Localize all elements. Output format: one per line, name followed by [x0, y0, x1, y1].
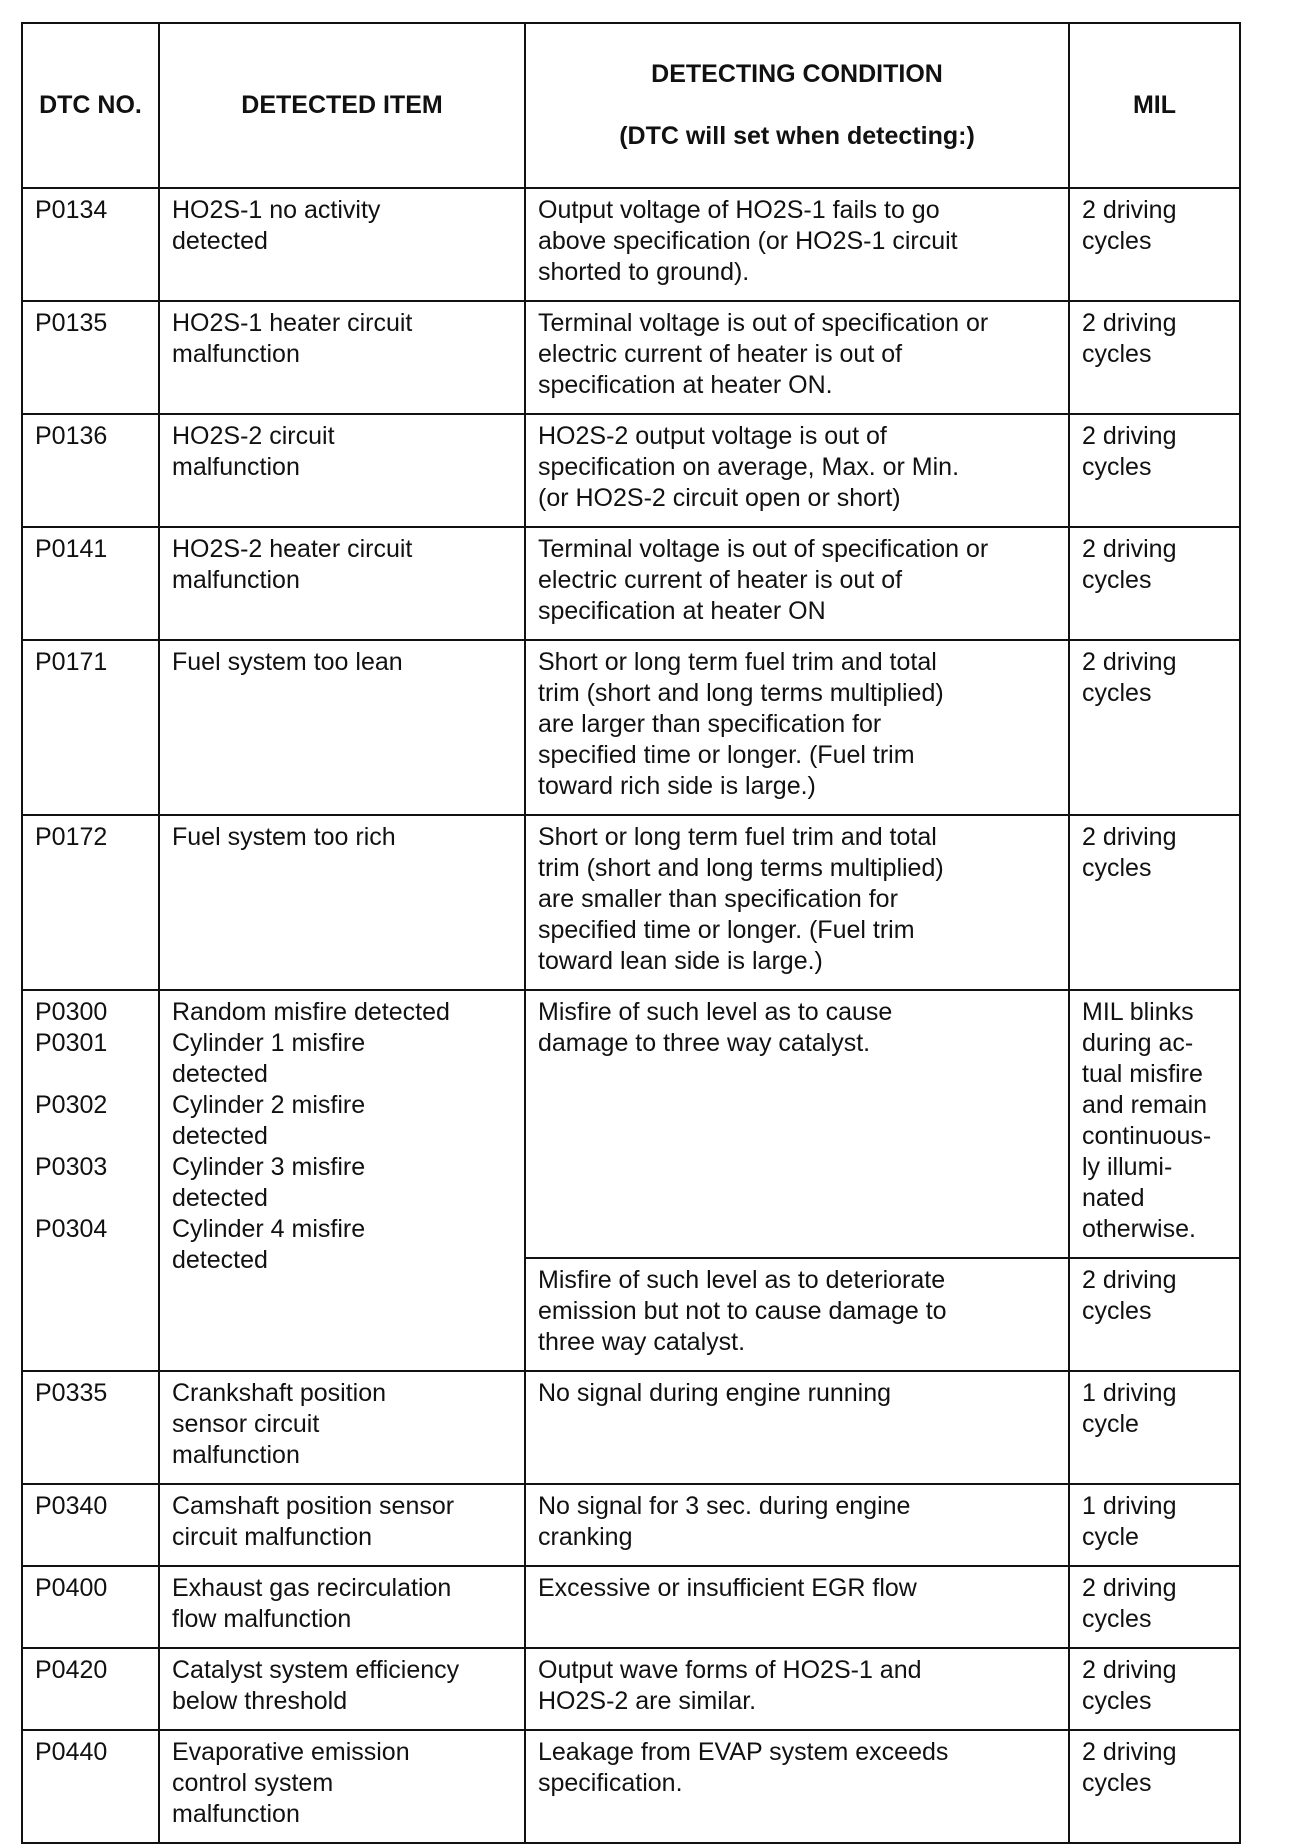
cell-dtc: P0172 — [22, 815, 159, 990]
table-row — [22, 1730, 1240, 1843]
cell-mil: 2 driving cycles — [1069, 815, 1240, 990]
cell-mil: 2 driving cycles — [1069, 301, 1240, 414]
table-row — [22, 1484, 1240, 1566]
header-mil: MIL — [1069, 23, 1240, 188]
cell-mil: 2 driving cycles — [1069, 1730, 1240, 1843]
cell-dtc: P0335 — [22, 1371, 159, 1484]
cell-item: HO2S-1 heater circuit malfunction — [159, 301, 525, 414]
cell-item: Catalyst system efficiency below threshold — [159, 1648, 525, 1730]
cell-condition: Output voltage of HO2S-1 fails to go above specification (or HO2S-1 circuit shorted to ground). — [525, 188, 1069, 301]
cell-condition-misfire-emission: Misfire of such level as to deteriorate emission but not to cause damage to three way catalyst. — [525, 1258, 1069, 1371]
cell-mil: 2 driving cycles — [1069, 188, 1240, 301]
cell-item: HO2S-1 no activity detected — [159, 188, 525, 301]
table-row — [22, 1648, 1240, 1730]
cell-dtc: P0440 — [22, 1730, 159, 1843]
cell-item-misfire: Random misfire detected Cylinder 1 misfire detected Cylinder 2 misfire detected Cylinder 3 misfire detected Cylinder 4 misfire detected — [159, 990, 525, 1371]
header-detected-item: DETECTED ITEM — [159, 23, 525, 188]
cell-mil: 2 driving cycles — [1069, 1648, 1240, 1730]
table-row-misfire — [22, 990, 1240, 1258]
cell-dtc: P0171 — [22, 640, 159, 815]
table-row — [22, 301, 1240, 414]
header-dtc-no: DTC NO. — [22, 23, 159, 188]
header-row — [22, 23, 1240, 188]
cell-condition: Output wave forms of HO2S-1 and HO2S-2 are similar. — [525, 1648, 1069, 1730]
cell-item: Crankshaft position sensor circuit malfunction — [159, 1371, 525, 1484]
table-body — [22, 188, 1240, 1843]
cell-dtc: P0420 — [22, 1648, 159, 1730]
cell-mil: 2 driving cycles — [1069, 414, 1240, 527]
cell-mil: 2 driving cycles — [1069, 1566, 1240, 1648]
cell-dtc: P0141 — [22, 527, 159, 640]
dtc-table — [21, 22, 1241, 1844]
cell-dtc: P0400 — [22, 1566, 159, 1648]
cell-condition: Leakage from EVAP system exceeds specification. — [525, 1730, 1069, 1843]
cell-dtc: P0136 — [22, 414, 159, 527]
table-row — [22, 188, 1240, 301]
cell-item: Evaporative emission control system malfunction — [159, 1730, 525, 1843]
header-detecting-condition-note: (DTC will set when detecting:) — [619, 122, 975, 150]
table-row — [22, 640, 1240, 815]
header-detecting-condition — [525, 23, 1069, 188]
table-row — [22, 414, 1240, 527]
table-row — [22, 1566, 1240, 1648]
cell-item: Camshaft position sensor circuit malfunction — [159, 1484, 525, 1566]
table-header — [22, 23, 1240, 188]
cell-item: HO2S-2 heater circuit malfunction — [159, 527, 525, 640]
cell-item: Fuel system too lean — [159, 640, 525, 815]
cell-condition: Terminal voltage is out of specification or electric current of heater is out of specification at heater ON. — [525, 301, 1069, 414]
table-row — [22, 815, 1240, 990]
cell-mil: 2 driving cycles — [1069, 640, 1240, 815]
table-row — [22, 1371, 1240, 1484]
cell-mil-misfire-emission: 2 driving cycles — [1069, 1258, 1240, 1371]
cell-mil: 1 driving cycle — [1069, 1371, 1240, 1484]
cell-mil-misfire-blink: MIL blinks during ac- tual misfire and remain continuous- ly illumi- nated otherwise. — [1069, 990, 1240, 1258]
cell-dtc: P0340 — [22, 1484, 159, 1566]
cell-dtc: P0135 — [22, 301, 159, 414]
cell-condition: Terminal voltage is out of specification or electric current of heater is out of specification at heater ON — [525, 527, 1069, 640]
cell-dtc-misfire: P0300 P0301 P0302 P0303 P0304 — [22, 990, 159, 1371]
cell-dtc: P0134 — [22, 188, 159, 301]
cell-item: Exhaust gas recirculation flow malfunction — [159, 1566, 525, 1648]
cell-item: Fuel system too rich — [159, 815, 525, 990]
cell-mil: 1 driving cycle — [1069, 1484, 1240, 1566]
cell-condition: No signal for 3 sec. during engine cranking — [525, 1484, 1069, 1566]
header-detecting-condition-title: DETECTING CONDITION — [651, 60, 943, 88]
dtc-table-sheet — [21, 22, 1239, 1844]
cell-condition: Excessive or insufficient EGR flow — [525, 1566, 1069, 1648]
cell-condition: HO2S-2 output voltage is out of specification on average, Max. or Min. (or HO2S-2 circuit open or short) — [525, 414, 1069, 527]
cell-condition: Short or long term fuel trim and total trim (short and long terms multiplied) are smaller than specification for specified time or longer. (Fuel trim toward lean side is large.) — [525, 815, 1069, 990]
cell-item: HO2S-2 circuit malfunction — [159, 414, 525, 527]
cell-condition: Short or long term fuel trim and total trim (short and long terms multiplied) are larger than specification for specified time or longer. (Fuel trim toward rich side is large.) — [525, 640, 1069, 815]
cell-condition-misfire-catalyst-damage: Misfire of such level as to cause damage to three way catalyst. — [525, 990, 1069, 1258]
cell-mil: 2 driving cycles — [1069, 527, 1240, 640]
cell-condition: No signal during engine running — [525, 1371, 1069, 1484]
table-row — [22, 527, 1240, 640]
